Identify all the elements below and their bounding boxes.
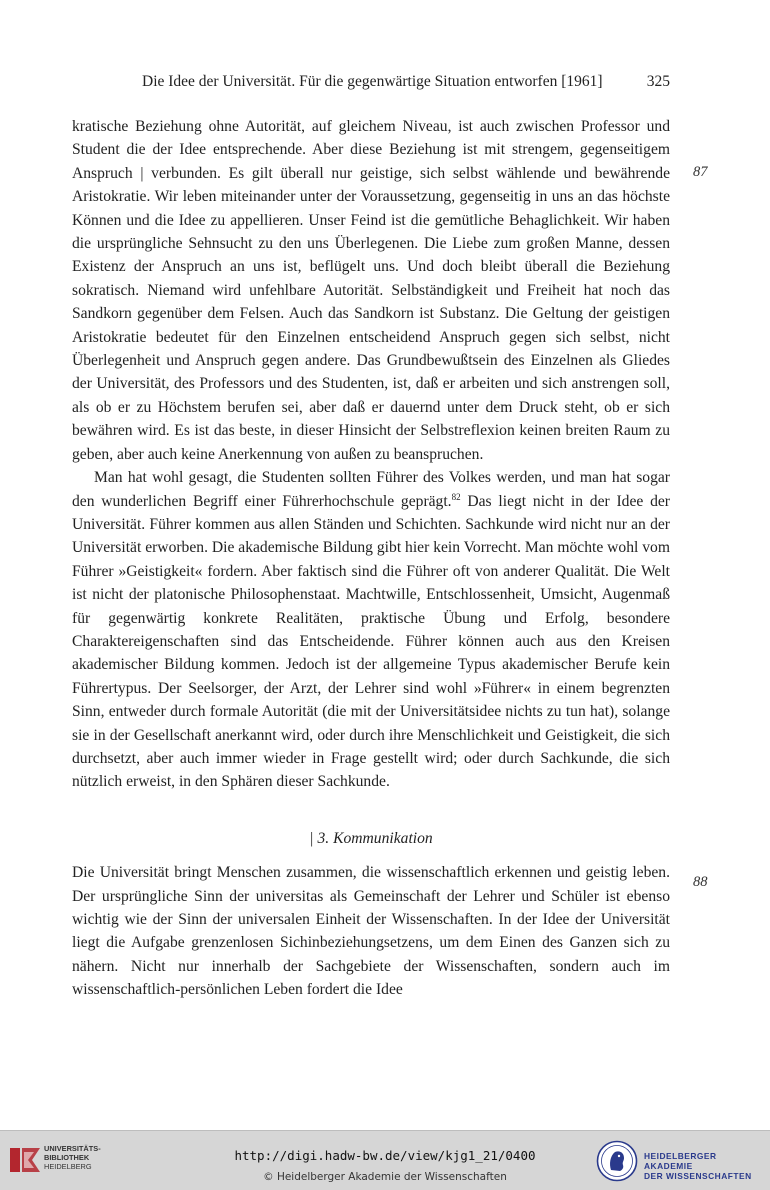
paragraph-2: [72, 466, 670, 794]
paragraph-1-text: kratische Beziehung ohne Autorität, auf gleichem Niveau, ist auch zwischen Professor und Student die der Idee entsprechende. Aber diese Beziehung ist mit strengem, gegenseitigem Anspruch | verbunden. Es gilt überall nur geistige, sich selbst wählende und bewährende Aristokratie. Wir leben miteinander unter der Voraussetzung, gegenseitig in uns an das höchste Können und die Idee zu appellieren. Unser Feind ist die gemütliche Behaglichkeit. Wir haben die ursprüngliche Sehnsucht zu den uns Überlegenen. Die Liebe zum großen Manne, dessen Existenz der Anspruch an uns ist, beflügelt uns. Und doch bleibt überall die Beziehung sokratisch. Niemand wird unfehlbare Autorität. Selbständigkeit und Freiheit hat noch das Sandkorn gegenüber dem Felsen. Auch das Sandkorn ist Substanz. Die Geltung der geistigen Aristokratie bedeutet für den Einzelnen entscheidend Anspruch gegen sich selbst, nicht Überlegenheit und Anspruch gegen andere. Das Grundbewußtsein des Einzelnen als Gliedes der Universität, des Professors und des Studenten, ist, daß er arbeiten und sich anstrengen soll, als ob er zu Höchstem berufen sei, aber daß er dauernd unter dem Druck steht, ob er sich bewähren wird. Es ist das beste, in dieser Hinsicht der Selbstreflexion keinen breiten Raum zu geben, aber auch keine Anerkennung von außen zu beanspruchen.: [72, 118, 670, 463]
paragraph-2-text-b: Das liegt nicht in der Idee der Universität. Führer kommen aus allen Ständen und Schichten. Sachkunde wird nicht nur an der Universität erworben. Die akademische Bildung gibt hier kein Vorrecht. Man möchte wohl vom Führer »Geistigkeit« fordern. Aber faktisch sind die Führer oft von anderer Qualität. Die Welt ist nicht der platonische Philosophenstaat. Machtwille, Entschlossenheit, Umsicht, Augenmaß für gegenwärtig konkrete Realitäten, praktische Übung und Erfolg, besondere Charaktereigenschaften sind das Entscheidende. Führer können auch aus den Kreisen akademischer Bildung kommen. Jedoch ist der allgemeine Typus akademischer Berufe kein Führertypus. Der Seelsorger, der Arzt, der Lehrer sind wohl »Führer« in einem begrenzten Sinn, entweder durch formale Autorität (die mit der Universitätsidee nichts zu tun hat), solange sie in der Gesellschaft anerkannt wird, oder durch ihre Menschlichkeit und Geistigkeit, die sich durchsetzt, aber auch immer wieder in Frage gestellt wird; oder durch Sachkunde, die sich nützlich erweist, in den Sphären dieser Sachkunde.: [72, 492, 670, 791]
permalink-url[interactable]: http://digi.hadw-bw.de/view/kjg1_21/0400: [234, 1148, 536, 1163]
copyright-notice: © Heidelberger Akademie der Wissenschaften: [263, 1171, 507, 1183]
hadw-logo[interactable]: [596, 1139, 766, 1183]
paragraph-2-text-a: Man hat wohl gesagt, die Studenten sollten Führer des Volkes werden, und man hat sogar den wunderlichen Begriff einer Führerhochschule geprägt.: [72, 469, 670, 510]
ub-logo-line-2: BIBLIOTHEK: [44, 1153, 90, 1162]
hadw-logo-text: [644, 1151, 766, 1181]
paragraph-3-text: Die Universität bringt Menschen zusammen, die wissenschaftlich erkennen und geistig leben. Der ursprüngliche Sinn der universitas als Gemeinschaft der Lehrer und Schüler ist ebenso wichtig wie der Sinn der universalen Einheit der Wissenschaften. In der Idee der Universität liegt die Aufgabe grenzenlosen Sichinbeziehungsetzens, um dem Einen des Ganzen sich zu nähern. Nicht nur innerhalb der Sachgebiete der Wissenschaften, sondern auch im wissenschaftlich-persönlichen Leben fordert die Idee: [72, 864, 670, 999]
academy-seal-icon: [596, 1140, 638, 1182]
footer-bar: [0, 1130, 770, 1190]
ub-logo-line-1: UNIVERSITÄTS-: [44, 1144, 101, 1153]
section-heading: | 3. Kommunikation: [309, 829, 433, 847]
paragraph-3: [72, 861, 670, 1001]
body-text: [72, 115, 670, 1002]
hadw-logo-line-2: DER WISSENSCHAFTEN: [644, 1171, 752, 1181]
hadw-logo-line-1: HEIDELBERGER AKADEMIE: [644, 1151, 717, 1171]
paragraph-1: [72, 115, 670, 466]
running-title: Die Idee der Universität. Für die gegenwärtige Situation entworfen [1961]: [142, 73, 603, 90]
ub-logo-line-3: HEIDELBERG: [44, 1162, 92, 1171]
footnote-ref-82[interactable]: 82: [451, 491, 461, 502]
page-number: 325: [646, 73, 670, 90]
margin-note-88: 88: [693, 874, 708, 890]
margin-note-87: 87: [693, 164, 708, 180]
